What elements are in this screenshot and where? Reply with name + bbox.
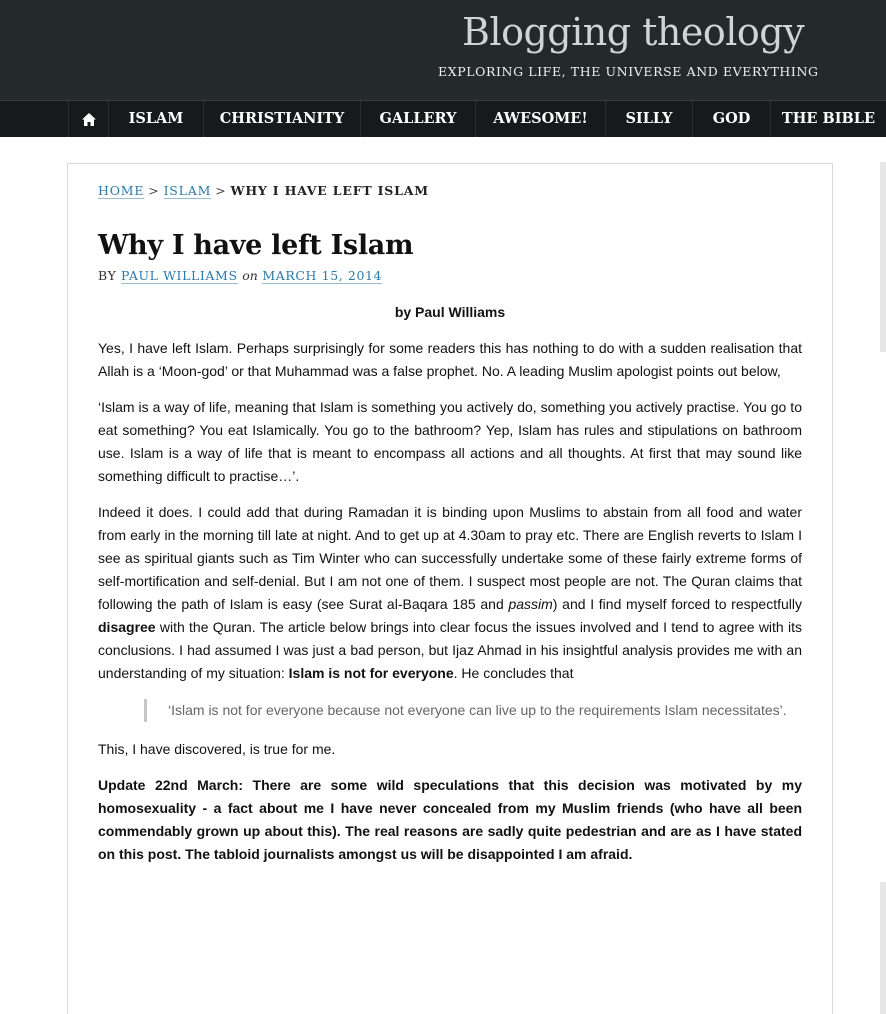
nav-home[interactable]	[68, 101, 108, 137]
breadcrumb-current: WHY I HAVE LEFT ISLAM	[230, 183, 429, 198]
nav-item-gallery[interactable]: GALLERY	[360, 101, 475, 137]
paragraph-2: ‘Islam is a way of life, meaning that Islam is something you actively do, something you actively practise. You go to eat something? You eat Islamically. You go to the bathroom? Yep, Islam has rules and stipulations on bathroom use. Islam is a way of life that is meant to encompass all actions and all thoughts. At first that may sound like something difficult to practise…’.	[98, 399, 802, 484]
p3-text-a: Indeed it does. I could add that during Ramadan it is binding upon Muslims to abstain from all food and water from early in the morning till late at night. And to get up at 4.30am to pray etc. There are English reverts to Islam I see as spiritual giants such as Tim Winter who can successfully undertake some of these fairly extreme forms of self-mortification and self-denial. But I am not one of them. I suspect most people are not. The Quran claims that following the path of Islam is easy (see Surat al-Baqara 185 and	[98, 504, 802, 612]
site-header	[0, 0, 886, 100]
breadcrumb-category[interactable]: ISLAM	[163, 183, 212, 198]
p3-passim: passim	[508, 596, 553, 612]
breadcrumb-home[interactable]: HOME	[98, 183, 145, 198]
nav-item-the-bible[interactable]: THE BIBLE	[770, 101, 886, 137]
post-byline	[98, 268, 382, 283]
main-nav	[0, 100, 886, 137]
blockquote	[144, 699, 802, 722]
byline-by: BY	[98, 268, 117, 283]
nav-item-silly[interactable]: SILLY	[605, 101, 692, 137]
breadcrumb-separator: >	[148, 183, 160, 198]
breadcrumb	[98, 183, 429, 198]
post-attribution: by Paul Williams	[394, 304, 506, 320]
p3-text-b: ) and I find myself forced to respectfully	[552, 596, 802, 612]
post-title: Why I have left Islam	[98, 230, 414, 261]
p3-disagree: disagree	[98, 619, 156, 635]
date-link[interactable]: MARCH 15, 2014	[262, 268, 383, 283]
nav-item-islam[interactable]: ISLAM	[108, 101, 203, 137]
home-icon	[82, 104, 96, 140]
nav-item-christianity[interactable]: CHRISTIANITY	[203, 101, 360, 137]
post-content	[98, 301, 802, 879]
update-note: Update 22nd March: There are some wild speculations that this decision was motivated by my homosexuality - a fact about me I have never concealed from my Muslim friends (who have all been commendably grown up about this). The real reasons are sadly quite pedestrian and are as I have stated on this post. The tabloid journalists amongst us will be disappointed I am afraid.	[98, 777, 802, 862]
byline-on: on	[242, 268, 258, 283]
paragraph-4: This, I have discovered, is true for me.	[98, 741, 336, 757]
p3-text-c: with the Quran. The article below brings into clear focus the issues involved and I tend to agree with its conclusions. I had assumed I was just a bad person, but Ijaz Ahmad in his insightful analysis provides me with an understanding of my situation:	[98, 619, 802, 681]
author-link[interactable]: PAUL WILLIAMS	[121, 268, 238, 283]
site-title[interactable]: Blogging theology	[462, 10, 805, 54]
breadcrumb-separator: >	[215, 183, 227, 198]
quote-text: ‘Islam is not for everyone because not everyone can live up to the requirements Islam necessitates’.	[168, 702, 787, 718]
sidebar-edge	[880, 162, 886, 352]
sidebar-edge-lower	[880, 882, 886, 1014]
p3-bold-claim: Islam is not for everyone	[288, 665, 454, 681]
nav-item-awesome[interactable]: AWESOME!	[475, 101, 605, 137]
p3-text-d: . He concludes that	[453, 665, 574, 681]
paragraph-1: Yes, I have left Islam. Perhaps surprisingly for some readers this has nothing to do with a sudden realisation that Allah is a ‘Moon-god’ or that Muhammad was a false prophet. No. A leading Muslim apologist points out below,	[98, 340, 802, 379]
paragraph-3	[98, 501, 802, 685]
site-tagline: EXPLORING LIFE, THE UNIVERSE AND EVERYTHING	[438, 64, 819, 79]
nav-item-god[interactable]: GOD	[692, 101, 770, 137]
